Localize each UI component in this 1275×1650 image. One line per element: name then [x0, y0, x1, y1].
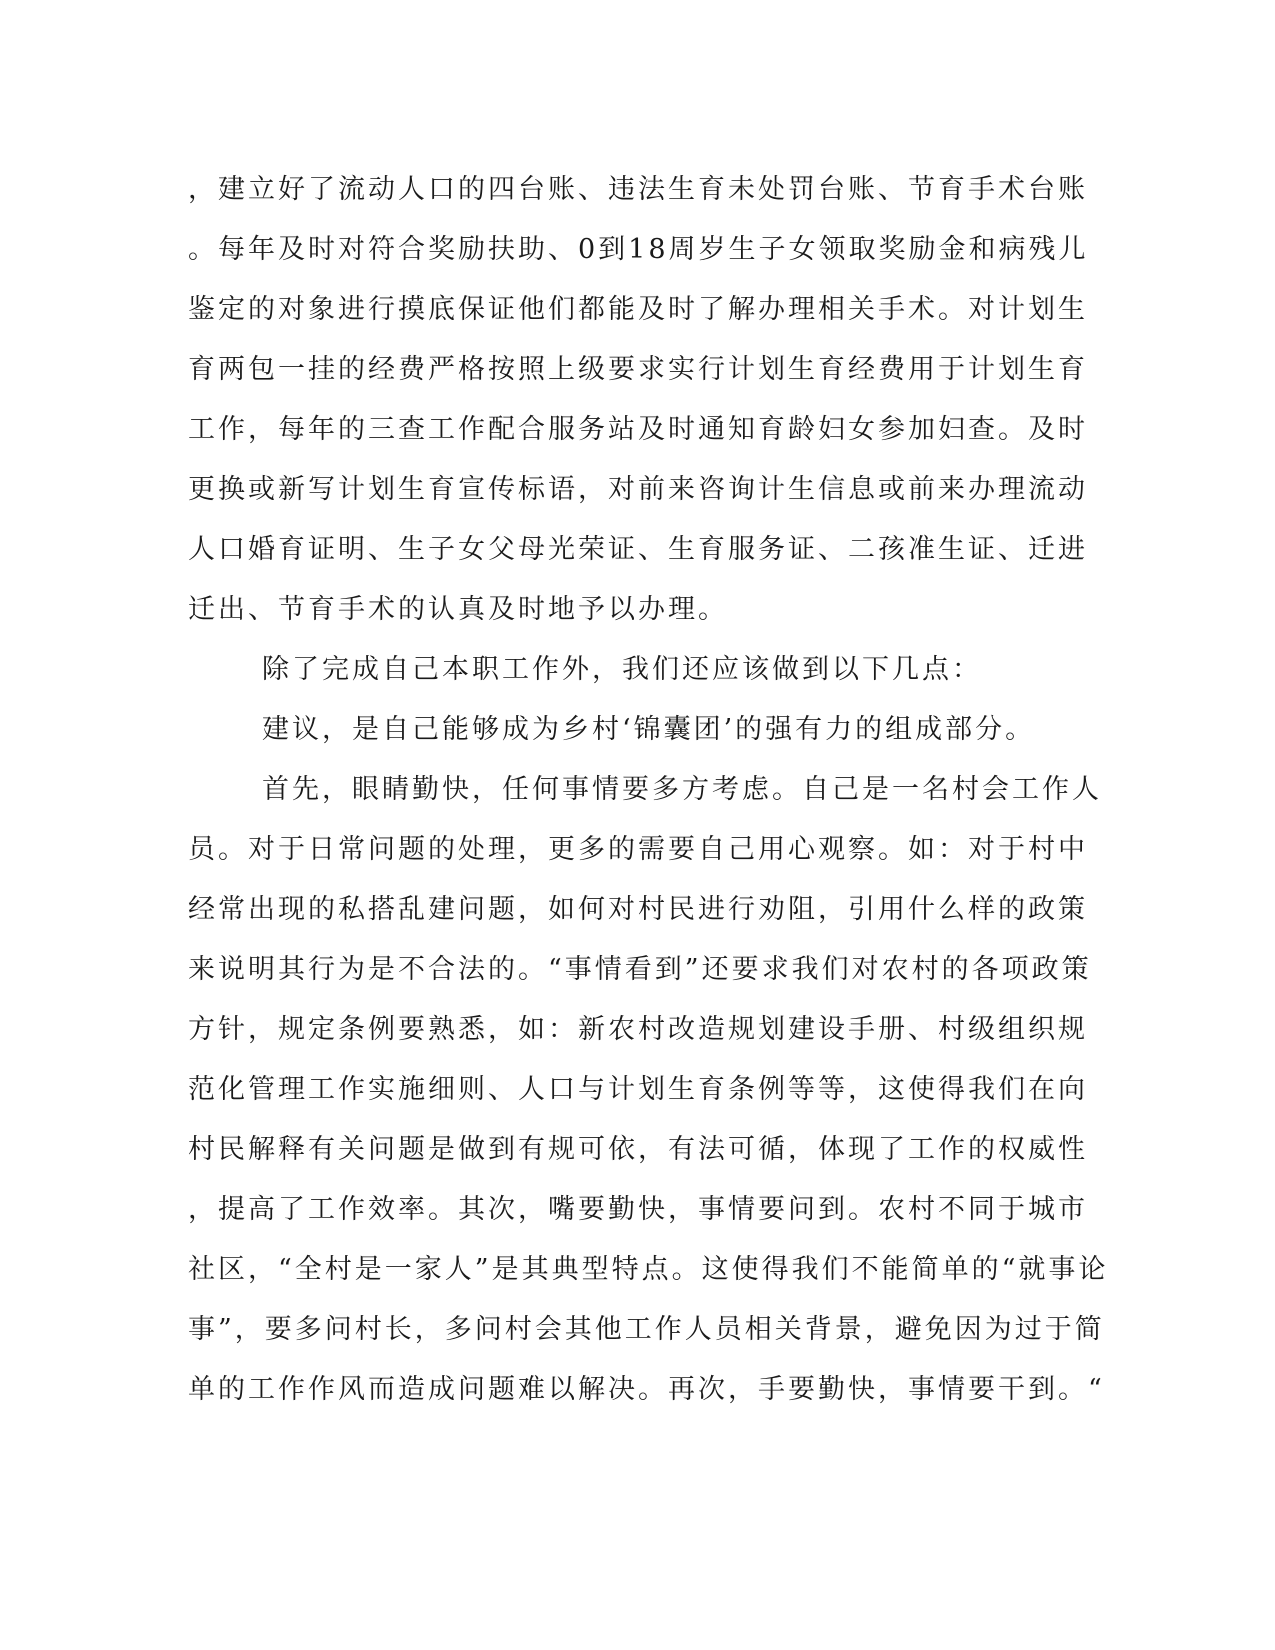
text-line: 单的工作作风而造成问题难以解决。再次，手要勤快，事情要干到。“	[188, 1374, 1105, 1405]
text-line: 社区，“全村是一家人”是其典型特点。这使得我们不能简单的“就事论	[188, 1254, 1109, 1285]
text-line: 方针，规定条例要熟悉，如：新农村改造规划建设手册、村级组织规	[188, 1014, 1088, 1045]
paragraph-start-line: 首先，眼睛勤快，任何事情要多方考虑。自己是一名村会工作人	[262, 774, 1102, 805]
text-line: 范化管理工作实施细则、人口与计划生育条例等等，这使得我们在向	[188, 1074, 1088, 1105]
text-line: 更换或新写计划生育宣传标语，对前来咨询计生信息或前来办理流动	[188, 474, 1088, 505]
text-line: ，建立好了流动人口的四台账、违法生育未处罚台账、节育手术台账	[188, 174, 1088, 205]
text-line: 人口婚育证明、生子女父母光荣证、生育服务证、二孩准生证、迁进	[188, 534, 1088, 565]
text-line: 迁出、节育手术的认真及时地予以办理。	[188, 594, 728, 625]
text-line: 。每年及时对符合奖励扶助、0到18周岁生子女领取奖励金和病残儿	[188, 234, 1089, 265]
text-line: ，提高了工作效率。其次，嘴要勤快，事情要问到。农村不同于城市	[188, 1194, 1088, 1225]
body-text	[188, 160, 1109, 1420]
paragraph-start-line: 建议，是自己能够成为乡村‘锦囊团’的强有力的组成部分。	[262, 714, 1036, 745]
text-line: 村民解释有关问题是做到有规可依，有法可循，体现了工作的权威性	[188, 1134, 1088, 1165]
text-line: 事”，要多问村长，多问村会其他工作人员相关背景，避免因为过于简	[188, 1314, 1105, 1345]
paragraph-start-line: 除了完成自己本职工作外，我们还应该做到以下几点：	[262, 654, 982, 685]
text-line: 来说明其行为是不合法的。“事情看到”还要求我们对农村的各项政策	[188, 954, 1092, 985]
text-line: 员。对于日常问题的处理，更多的需要自己用心观察。如：对于村中	[188, 834, 1088, 865]
text-line: 工作，每年的三查工作配合服务站及时通知育龄妇女参加妇查。及时	[188, 414, 1088, 445]
text-line: 经常出现的私搭乱建问题，如何对村民进行劝阻，引用什么样的政策	[188, 894, 1088, 925]
text-line: 鉴定的对象进行摸底保证他们都能及时了解办理相关手术。对计划生	[188, 294, 1088, 325]
text-line: 育两包一挂的经费严格按照上级要求实行计划生育经费用于计划生育	[188, 354, 1088, 385]
